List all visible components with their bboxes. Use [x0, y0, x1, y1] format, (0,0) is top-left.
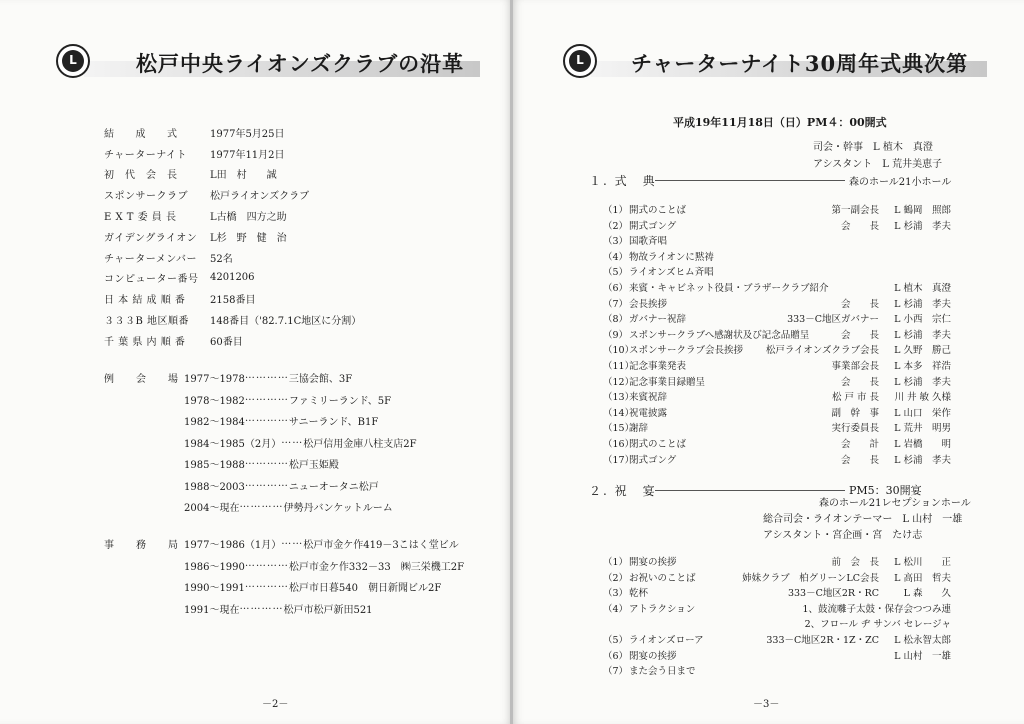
item-number: （1）: [603, 557, 629, 568]
lions-logo-icon: L: [56, 44, 90, 78]
period-place: 松戸市金ケ作332－33 ㈱三栄機工2F: [288, 561, 465, 573]
item-person: L 杉浦 孝夫: [894, 376, 951, 388]
item-person: L 久野 勝己: [894, 345, 951, 357]
item-number: （9）: [603, 329, 629, 341]
item-label: 閉宴の挨拶: [629, 650, 677, 662]
banquet-venue: 森のホール21レセプションホール: [819, 498, 971, 509]
item-label: スポンサークラブ会長挨拶: [629, 345, 744, 357]
item-number: （3）: [603, 236, 629, 248]
ceremony-venue: 森のホール21小ホール: [849, 177, 952, 188]
period-place: サニーランド、B1F: [288, 417, 379, 428]
period-place: ニューオータニ松戸: [288, 481, 379, 493]
history-row: [184, 392, 417, 414]
period-place: 松戸玉姫殿: [288, 460, 339, 471]
program-item: [603, 233, 951, 249]
page-number: －2－: [262, 699, 289, 710]
item-label: 国歌斉唱: [629, 236, 668, 248]
item-person: L 植木 真澄: [894, 282, 951, 294]
mc-line: アシスタント L 荒井美恵子: [813, 159, 943, 170]
info-row: [104, 184, 361, 205]
item-label: 記念事業目録贈呈: [629, 376, 706, 388]
history-row: [184, 456, 417, 478]
item-role: 333－C地区ガバナー: [787, 314, 879, 326]
info-label: E X T 委 員 長: [104, 212, 177, 224]
period-place: 三協会館、3F: [288, 374, 353, 385]
info-label: ３３３B 地区順番: [104, 316, 190, 328]
item-role: 実行委員長: [831, 423, 879, 435]
leader-dots: …………: [244, 557, 289, 569]
program-date: 平成19年11月18日（日）PM４：00開式: [673, 116, 887, 129]
program-item: [603, 585, 951, 601]
item-label: 祝電披露: [629, 407, 668, 419]
item-number: （2）: [603, 220, 629, 232]
item-label: 開式のことば: [629, 205, 687, 216]
leader-dots: …………: [239, 499, 284, 510]
program-item: [603, 296, 951, 312]
item-label: 会長挨拶: [629, 298, 668, 310]
item-person: L 杉浦 孝夫: [894, 329, 951, 341]
item-role: 姉妹クラブ 柏グリーンLC会長: [742, 572, 879, 584]
page-title: 松戸中央ライオンズクラブの沿革: [136, 51, 465, 76]
info-row: [104, 205, 361, 226]
item-role: 会 長: [840, 454, 879, 466]
info-value: 148番目（'82.7.1C地区に分割）: [210, 316, 362, 328]
info-row: [104, 288, 361, 309]
item-role: 会 長: [840, 220, 879, 232]
item-role: 333－C地区2R・1Z・ZC: [766, 634, 879, 646]
info-label: チャーターナイト: [104, 149, 187, 161]
item-person: L 荒井 明男: [894, 423, 951, 435]
history-row: [184, 601, 464, 623]
item-number: （13）: [603, 392, 635, 404]
info-label: コンピューター番号: [104, 274, 199, 286]
item-number: （3）: [603, 588, 629, 600]
mc-line: 司会・幹事 L 植木 真澄: [813, 142, 933, 153]
program-item: [603, 436, 951, 452]
info-label: 初 代 会 長: [104, 170, 178, 182]
history-row: [184, 478, 417, 500]
info-row: [104, 309, 361, 330]
item-number: （4）: [603, 251, 629, 263]
program-item: [603, 570, 951, 586]
item-person: 川 井 敏 久様: [894, 392, 951, 404]
info-value: 1977年5月25日: [210, 128, 285, 140]
leader-dots: …………: [239, 600, 284, 612]
item-number: （8）: [603, 314, 629, 326]
item-person: L 岩橋 明: [894, 438, 951, 450]
item-label: 開式ゴング: [629, 220, 677, 232]
item-person: L 山村 一雄: [894, 650, 951, 662]
item-label: また会う日まで: [629, 666, 696, 678]
history-row: [184, 579, 464, 601]
period-range: 1988～2003: [184, 481, 245, 493]
left-page: [0, 0, 511, 724]
banquet-rule: [655, 490, 845, 491]
item-person: L 杉浦 孝夫: [894, 220, 951, 232]
ceremony-program: [603, 202, 951, 467]
leader-dots: …………: [244, 391, 289, 403]
item-person: 2、フロール ヂ サンバ セレージャ: [804, 619, 951, 631]
club-info-table: [104, 122, 361, 351]
item-person: L 高田 哲夫: [894, 572, 951, 584]
item-number: （11）: [603, 360, 635, 372]
banquet-mc: [763, 512, 962, 544]
item-person: L 杉浦 孝夫: [894, 454, 951, 466]
info-value: 1977年11月2日: [210, 149, 285, 161]
period-range: 1991～現在: [184, 604, 240, 616]
info-value: 60番目: [210, 336, 243, 348]
item-number: （17）: [603, 454, 635, 466]
info-label: 千 葉 県 内 順 番: [104, 336, 186, 348]
history-row: [184, 536, 464, 558]
item-role: 会 長: [840, 329, 879, 341]
item-person: L 森 久: [903, 588, 951, 600]
item-person: L 鶴岡 照郎: [894, 205, 951, 216]
ceremony-mc: [813, 139, 942, 173]
item-person: L 松川 正: [894, 557, 951, 568]
period-range: 1984～1985（2月）: [184, 438, 282, 450]
program-item: [603, 405, 951, 421]
program-item: [603, 663, 951, 679]
item-label: ライオンズローア: [629, 634, 704, 646]
item-label: 来賓・キャビネット役員・ブラザークラブ紹介: [629, 282, 829, 294]
history-row: [184, 558, 464, 580]
leader-dots: …………: [244, 370, 289, 381]
info-label: スポンサークラブ: [104, 191, 188, 203]
item-label: 乾杯: [629, 588, 649, 600]
period-range: 1982～1984: [184, 417, 245, 428]
info-value: 52名: [210, 253, 233, 265]
period-range: 1990～1991: [184, 583, 245, 594]
item-role: 前 会 長: [831, 557, 879, 568]
period-place: 松戸市松戸新田521: [283, 604, 373, 616]
leader-dots: ……: [281, 536, 304, 547]
item-person: L 杉浦 孝夫: [894, 298, 951, 310]
history-row: [184, 413, 417, 435]
period-range: 1977～1978: [184, 374, 245, 385]
office-label: 事 務 局: [104, 540, 184, 551]
ceremony-rule: [655, 180, 845, 181]
mc-line: アシスタント・宮企画・宮 たけ志: [763, 530, 923, 541]
info-value: L田 村 誠: [210, 170, 277, 182]
item-role: 第一副会長: [831, 205, 879, 216]
item-label: 開宴の挨拶: [629, 557, 677, 568]
item-label: スポンサークラブへ感謝状及び記念品贈呈: [629, 329, 810, 341]
item-number: （7）: [603, 666, 629, 678]
program-item: [603, 601, 951, 617]
item-label: 記念事業発表: [629, 360, 687, 372]
period-range: 1986～1990: [184, 561, 245, 573]
period-place: 伊勢丹バンケットルーム: [283, 503, 393, 514]
item-label: 閉式ゴング: [629, 454, 677, 466]
item-number: （6）: [603, 650, 629, 662]
item-role: 松 戸 市 長: [831, 392, 879, 404]
leader-dots: …………: [244, 579, 289, 590]
program-item: [603, 420, 951, 436]
program-item: [603, 218, 951, 234]
item-number: （14）: [603, 407, 635, 419]
info-value: 4201206: [210, 272, 255, 284]
period-place: ファミリーランド、5F: [288, 395, 392, 407]
item-number: （10）: [603, 345, 635, 357]
banquet-time: PM5：30開宴: [849, 484, 922, 497]
item-role: 会 長: [840, 298, 879, 310]
item-label: 謝辞: [629, 423, 649, 435]
venue-label: 例 会 場: [104, 374, 184, 385]
program-item: [603, 342, 951, 358]
item-number: （2）: [603, 572, 629, 584]
banquet-program: [603, 554, 951, 679]
history-row: [184, 499, 417, 521]
item-person: L 松永智太郎: [894, 634, 951, 646]
right-page: [513, 0, 1024, 724]
left-page-header: [56, 44, 480, 84]
banquet-heading: ２. 祝 宴: [589, 484, 657, 498]
item-number: （6）: [603, 282, 629, 294]
program-item: [603, 452, 951, 468]
leader-dots: …………: [244, 413, 289, 424]
right-page-header: [563, 44, 987, 84]
item-number: （15）: [603, 423, 635, 435]
info-row: [104, 122, 361, 143]
item-role: 事業部会長: [831, 360, 879, 372]
item-person: 1、鼓流囃子太鼓・保存会つつみ連: [802, 603, 951, 615]
item-label: 来賓祝辞: [629, 392, 668, 404]
item-label: 閉式のことば: [629, 438, 687, 450]
info-row: [104, 143, 361, 164]
item-number: （7）: [603, 298, 629, 310]
info-row: [104, 226, 361, 247]
mc-line: 総合司会・ライオンテーマー L 山村 一雄: [763, 514, 963, 525]
program-item: [603, 264, 951, 280]
item-number: （16）: [603, 438, 635, 450]
history-row: [184, 435, 417, 457]
period-range: 1978～1982: [184, 395, 245, 407]
info-label: ガイデングライオン: [104, 232, 198, 244]
program-item: [603, 249, 951, 265]
info-row: [104, 247, 361, 268]
item-number: （5）: [603, 267, 629, 279]
program-item: [603, 554, 951, 570]
program-item: [603, 280, 951, 296]
leader-dots: ……: [281, 434, 304, 446]
page-number: －3－: [753, 699, 780, 710]
period-place: 松戸市金ケ作419－3こはく堂ビル: [303, 540, 459, 551]
item-number: （5）: [603, 634, 629, 646]
info-row: [104, 330, 361, 351]
item-number: （1）: [603, 205, 629, 216]
info-value: 2158番目: [210, 295, 256, 307]
program-item: [603, 358, 951, 374]
program-item: [603, 389, 951, 405]
program-item: [603, 202, 951, 218]
info-label: 日 本 結 成 順 番: [104, 295, 186, 307]
program-item: [603, 648, 951, 664]
info-row: [104, 164, 361, 185]
leader-dots: …………: [244, 477, 289, 489]
info-value: L杉 野 健 治: [210, 232, 287, 244]
item-role: 副 幹 事: [831, 407, 879, 419]
info-value: L古橋 四方之助: [210, 212, 287, 224]
item-label: アトラクション: [629, 603, 696, 615]
period-range: 1985～1988: [184, 460, 245, 471]
item-person: L 山口 栄作: [894, 407, 951, 419]
program-item: [603, 616, 951, 632]
info-label: チャーターメンバー: [104, 253, 197, 265]
info-value: 松戸ライオンズクラブ: [210, 191, 310, 203]
item-role: 333－C地区2R・RC: [787, 588, 879, 600]
info-row: [104, 268, 361, 289]
period-range: 2004～現在: [184, 503, 240, 514]
program-item: [603, 632, 951, 648]
period-place: 松戸市日暮540 朝日新聞ビル2F: [288, 583, 442, 594]
item-number: （4）: [603, 603, 629, 615]
item-number: （12）: [603, 376, 635, 388]
info-label: 結 成 式: [104, 128, 178, 140]
program-item: [603, 327, 951, 343]
ceremony-heading: １. 式 典: [589, 174, 657, 188]
period-place: 松戸信用金庫八柱支店2F: [303, 438, 417, 450]
item-role: 会 計: [840, 438, 879, 450]
item-label: ライオンズヒム斉唱: [629, 267, 714, 279]
item-label: 物故ライオンに黙祷: [629, 251, 714, 263]
lions-logo-icon: L: [563, 44, 597, 78]
item-label: お祝いのことば: [629, 572, 696, 584]
page-title: チャーターナイト30周年式典次第: [631, 51, 969, 76]
program-item: [603, 374, 951, 390]
leader-dots: …………: [244, 456, 289, 467]
program-item: [603, 311, 951, 327]
item-person: L 本多 祥浩: [894, 360, 951, 372]
item-label: ガバナー祝辞: [629, 314, 687, 326]
item-role: 松戸ライオンズクラブ会長: [765, 345, 879, 357]
history-row: [184, 370, 417, 392]
item-role: 会 長: [840, 376, 879, 388]
period-range: 1977～1986（1月）: [184, 540, 282, 551]
item-person: L 小西 宗仁: [894, 314, 951, 326]
